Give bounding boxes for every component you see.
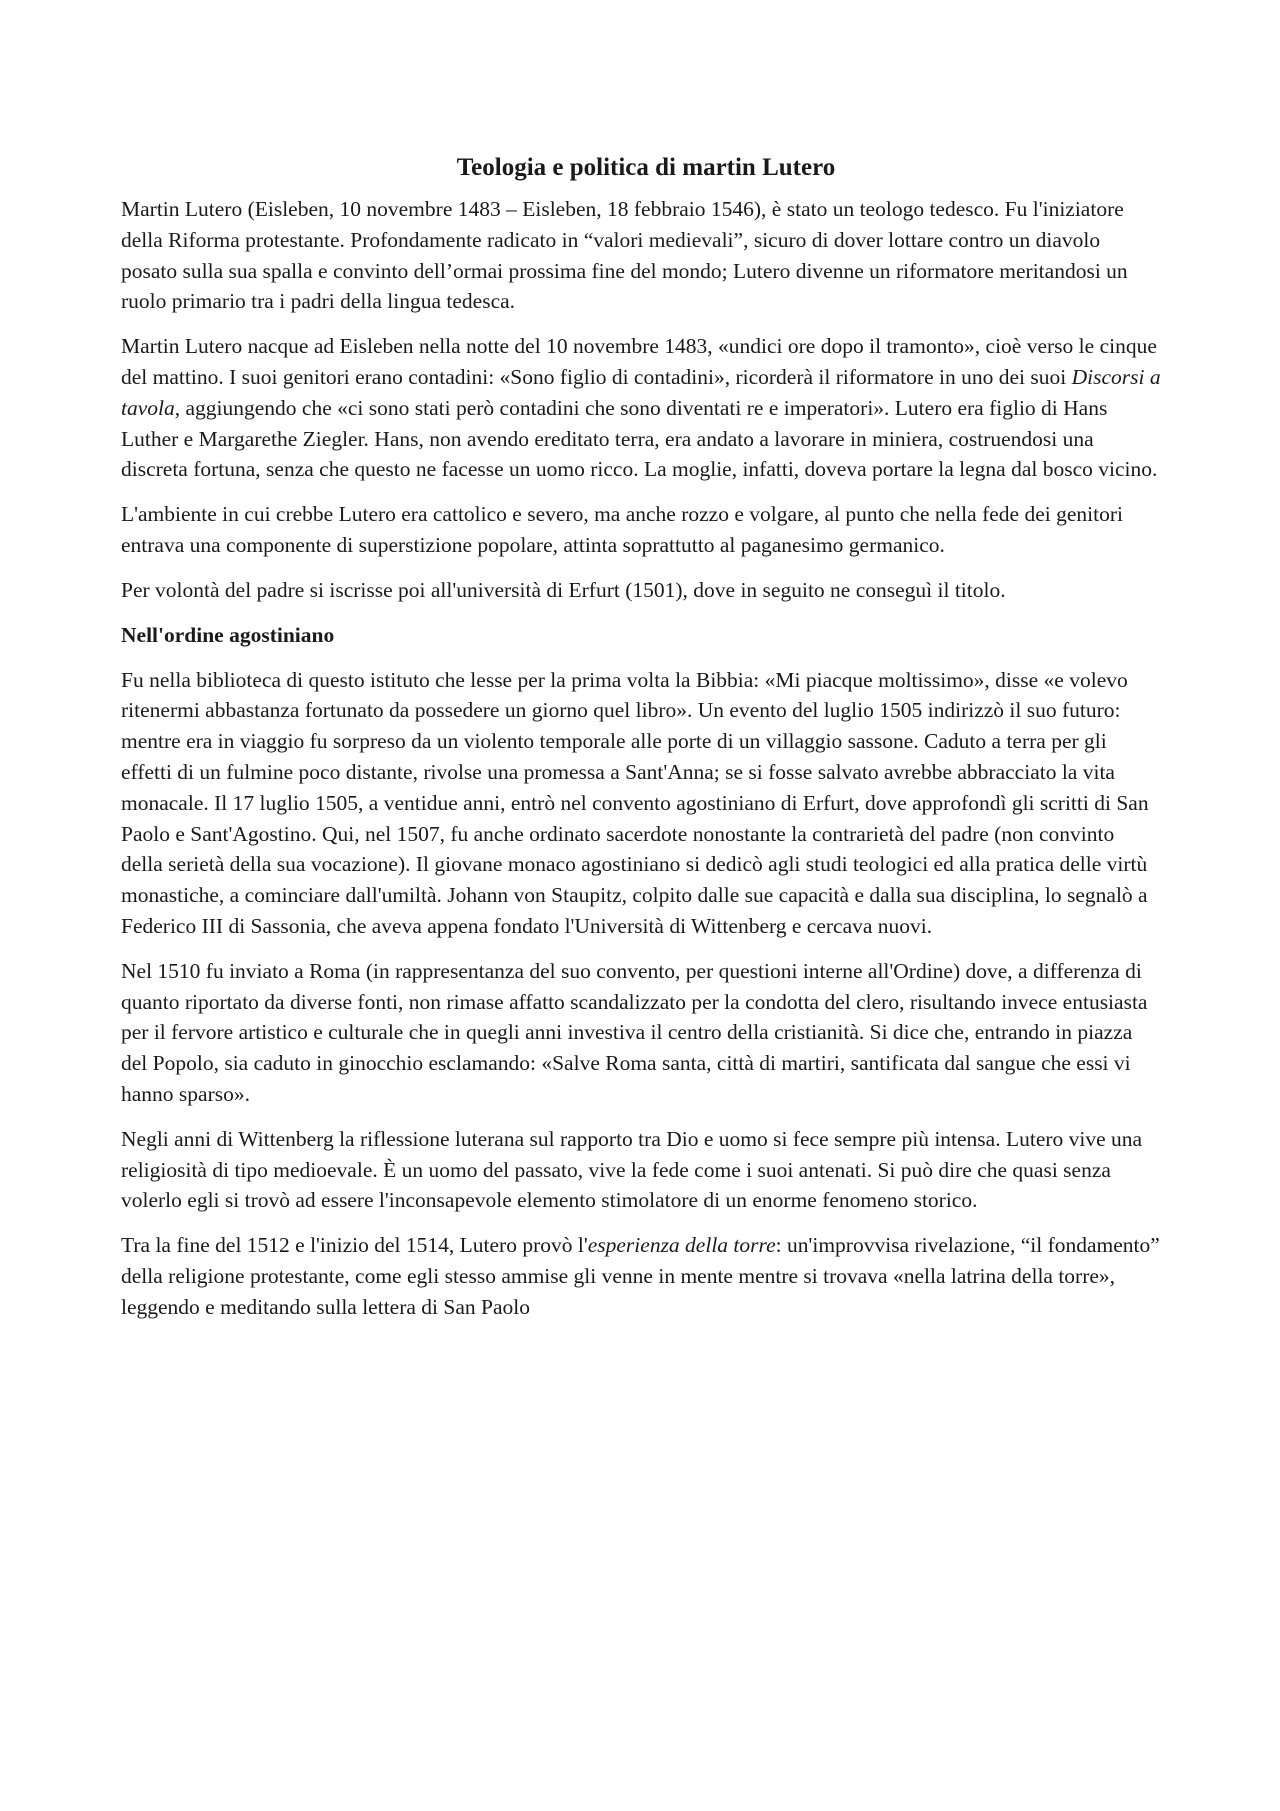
paragraph-birth: [121, 331, 1161, 485]
document-page: [121, 150, 1161, 1336]
paragraph-university: Per volontà del padre si iscrisse poi all'università di Erfurt (1501), dove in seguito ne conseguì il titolo.: [121, 577, 1006, 602]
paragraph-birth-text-2: , aggiungendo che «ci sono stati però contadini che sono diventati re e imperatori». Lutero era figlio di Hans Luther e Margarethe Ziegler. Hans, non avendo ereditato terra, era andato a lavorare in miniera, costruendosi una discreta fortuna, senza che questo ne facesse un uomo ricco. La moglie, infatti, doveva portare la legna dal bosco vicino.: [121, 395, 1158, 482]
paragraph-tower-text-2: : un'improvvisa rivelazione, “il fondamento” della religione protestante, come egli stesso ammise gli venne in mente mentre si trovava «nella latrina della torre», leggendo e meditando sulla lettera di San Paolo: [121, 1233, 1160, 1319]
paragraph-tower: [121, 1230, 1161, 1322]
paragraph-birth-italic: Discorsi a tavola: [121, 364, 1161, 420]
paragraph-intro: Martin Lutero (Eisleben, 10 novembre 1483 – Eisleben, 18 febbraio 1546), è stato un teologo tedesco. Fu l'iniziatore della Riforma protestante. Profondamente radicato in “valori medievali”, sicuro di dover lottare contro un diavolo posato sulla sua spalla e convinto dell’ormai prossima fine del mondo; Lutero divenne un riformatore meritandosi un ruolo primario tra i padri della lingua tedesca.: [121, 197, 1128, 314]
paragraph-augustinian: Fu nella biblioteca di questo istituto che lesse per la prima volta la Bibbia: «Mi piacque moltissimo», disse «e volevo ritenermi abbastanza fortunato da possedere un giorno quel libro». Un evento del luglio 1505 indirizzò il suo futuro: mentre era in viaggio fu sorpreso da un violento temporale alle porte di un villaggio sassone. Caduto a terra per gli effetti di un fulmine poco distante, rivolse una promessa a Sant'Anna; se si fosse salvato avrebbe abbracciato la vita monacale. Il 17 luglio 1505, a ventidue anni, entrò nel convento agostiniano di Erfurt, dove approfondì gli scritti di San Paolo e Sant'Agostino. Qui, nel 1507, fu anche ordinato sacerdote nonostante la contrarietà del padre (non convinto della serietà della sua vocazione). Il giovane monaco agostiniano si dedicò agli studi teologici ed alla pratica delle virtù monastiche, a cominciare dall'umiltà. Johann von Staupitz, colpito dalle sue capacità e dalla sua disciplina, lo segnalò a Federico III di Sassonia, che aveva appena fondato l'Università di Wittenberg e cercava nuovi.: [121, 667, 1149, 938]
paragraph-wittenberg: Negli anni di Wittenberg la riflessione luterana sul rapporto tra Dio e uomo si fece sempre più intensa. Lutero vive una religiosità di tipo medioevale. È un uomo del passato, vive la fede come i suoi antenati. Si può dire che quasi senza volerlo egli si trovò ad essere l'inconsapevole elemento stimolatore di un enorme fenomeno storico.: [121, 1126, 1143, 1213]
paragraph-environment: L'ambiente in cui crebbe Lutero era cattolico e severo, ma anche rozzo e volgare, al punto che nella fede dei genitori entrava una componente di superstizione popolare, attinta soprattutto al paganesimo germanico.: [121, 502, 1123, 557]
section-heading: Nell'ordine agostiniano: [121, 622, 335, 647]
document-title: Teologia e politica di martin Lutero: [456, 154, 836, 181]
paragraph-birth-text-1: Martin Lutero nacque ad Eisleben nella notte del 10 novembre 1483, «undici ore dopo il tramonto», cioè verso le cinque del mattino. I suoi genitori erano contadini: «Sono figlio di contadini», ricorderà il riformatore in uno dei suoi: [121, 334, 1157, 389]
paragraph-rome: Nel 1510 fu inviato a Roma (in rappresentanza del suo convento, per questioni interne all'Ordine) dove, a differenza di quanto riportato da diverse fonti, non rimase affatto scandalizzato per la condotta del clero, risultando invece entusiasta per il fervore artistico e culturale che in quegli anni investiva il centro della cristianità. Si dice che, entrando in piazza del Popolo, sia caduto in ginocchio esclamando: «Salve Roma santa, città di martiri, santificata dal sangue che essi vi hanno sparso».: [121, 958, 1148, 1106]
paragraph-tower-italic: esperienza della torre: [587, 1233, 776, 1258]
paragraph-tower-text-1: Tra la fine del 1512 e l'inizio del 1514, Lutero provò l': [121, 1233, 588, 1258]
